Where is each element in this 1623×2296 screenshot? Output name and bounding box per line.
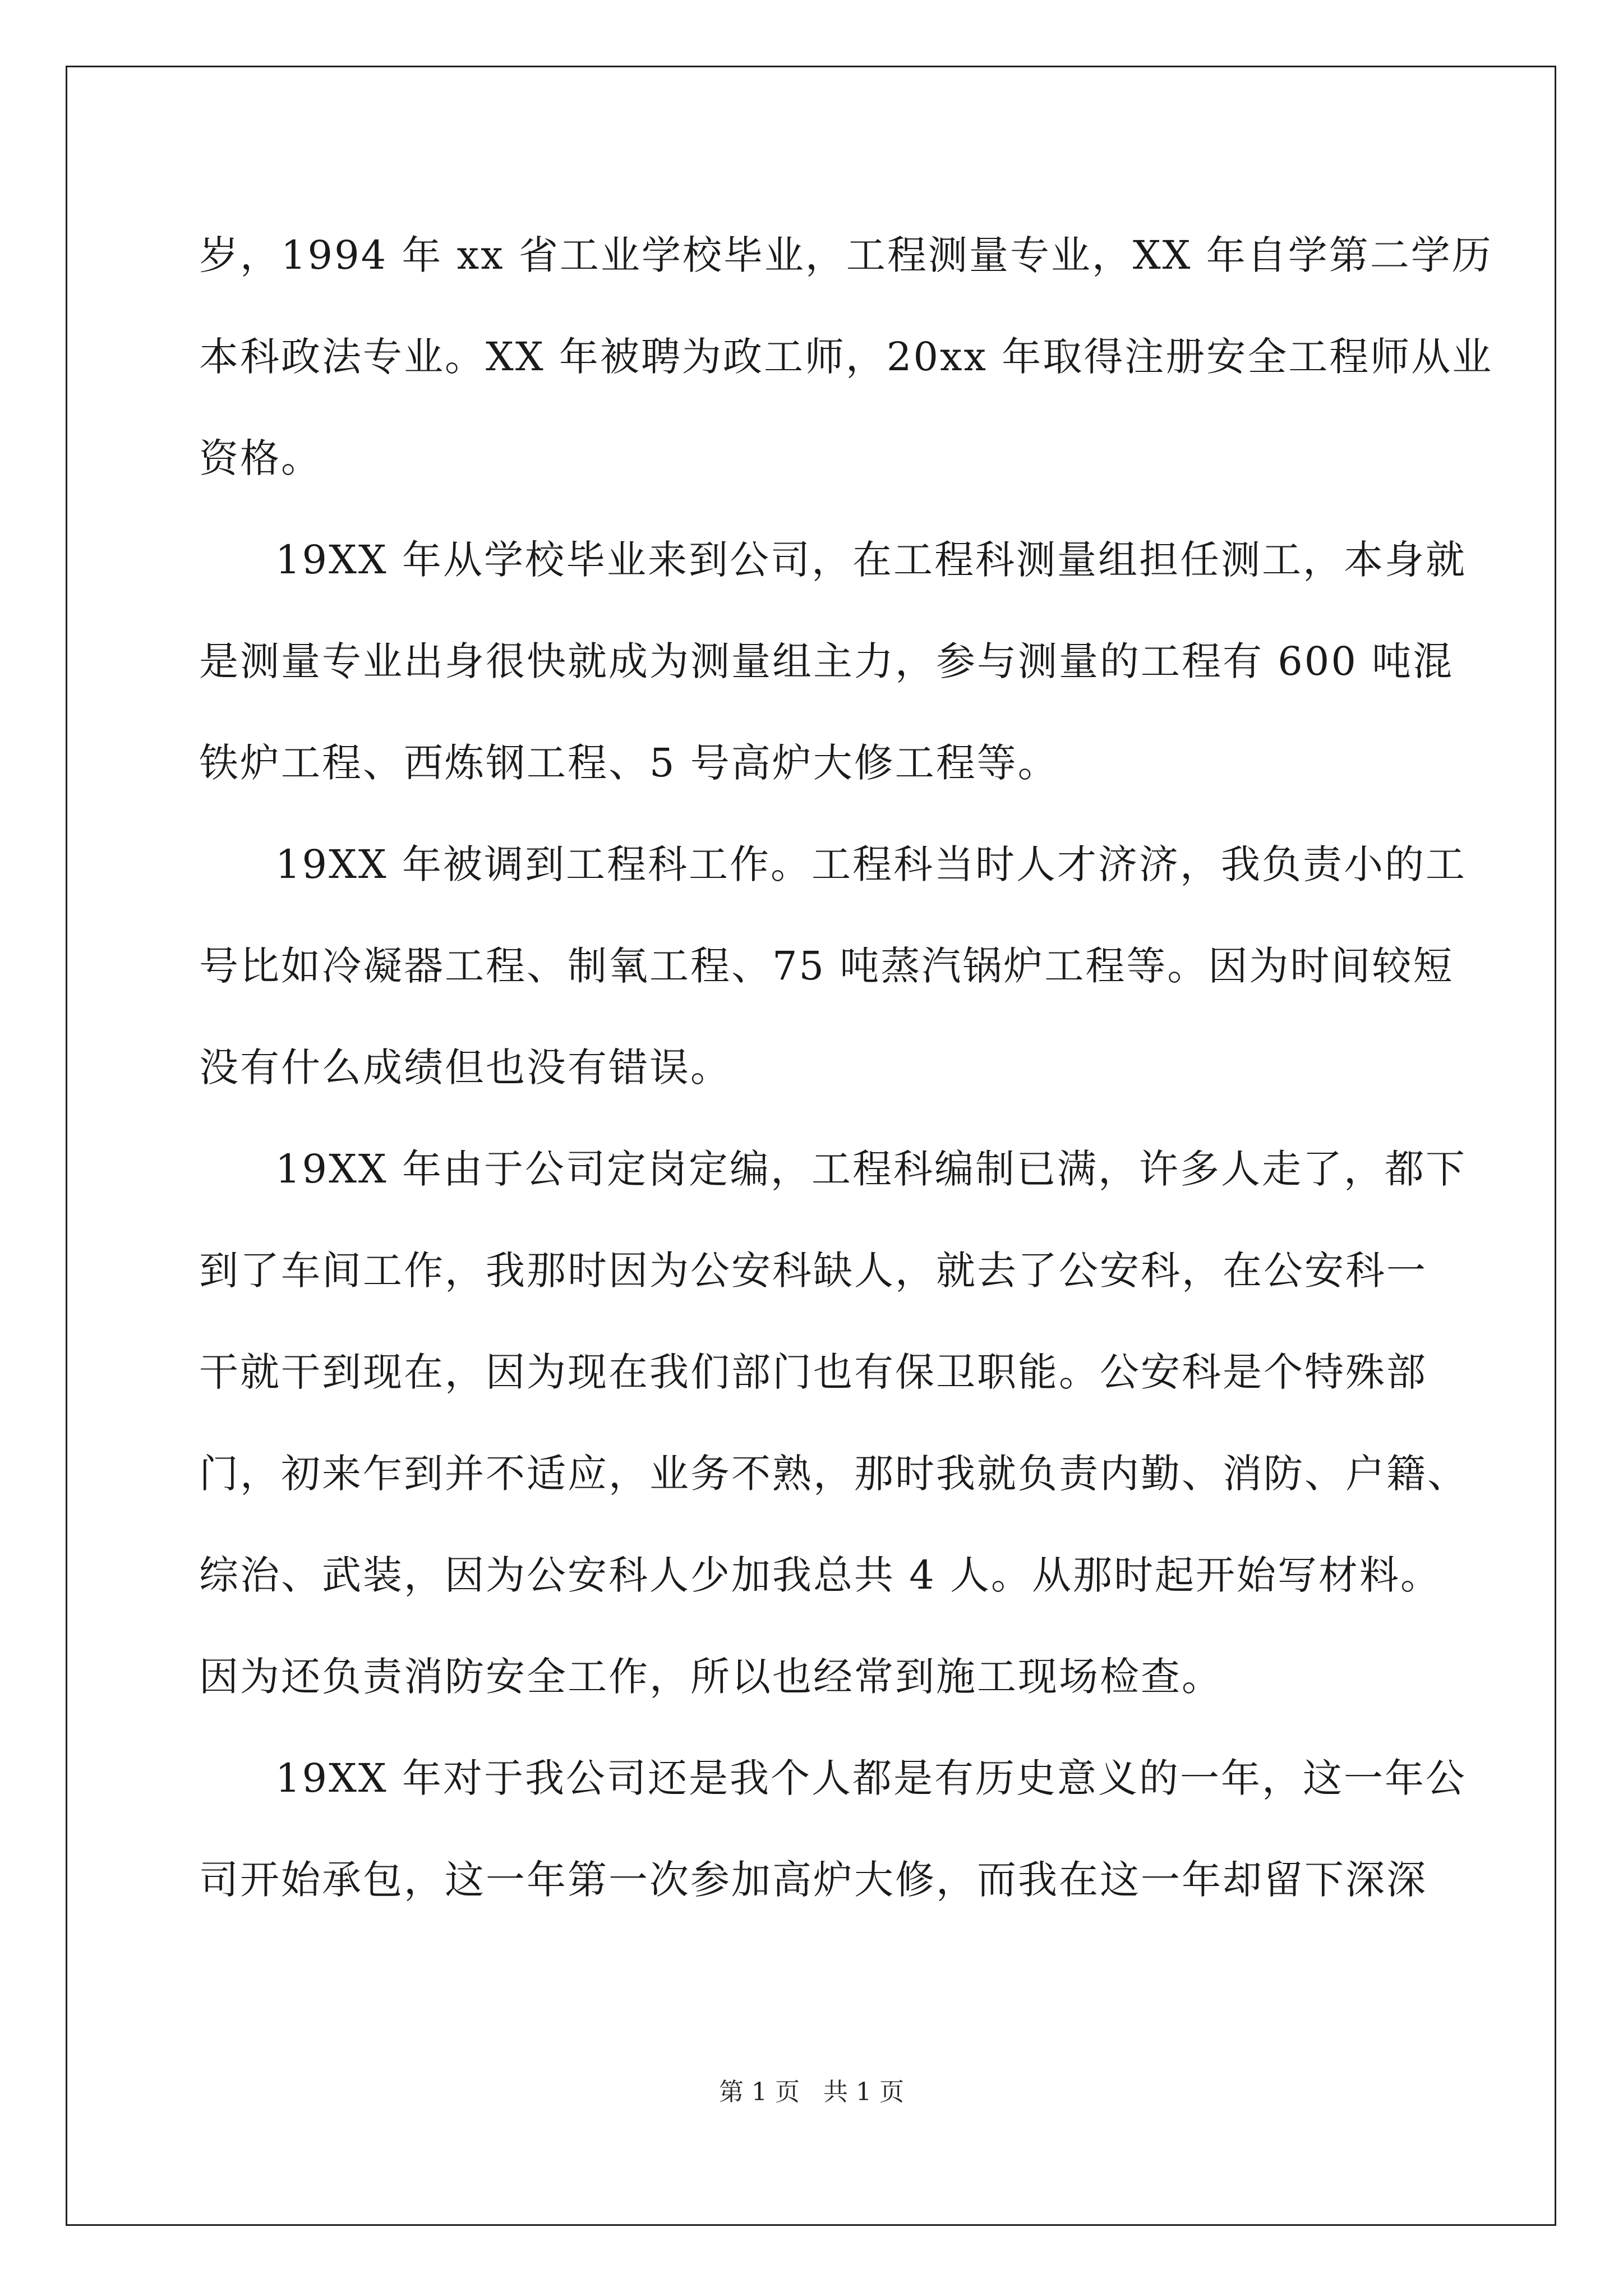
text-line: 19XX 年对于我公司还是我个人都是有历史意义的一年，这一年公 (275, 1755, 1467, 1801)
text-line: 到了车间工作，我那时因为公安科缺人，就去了公安科，在公安科一 (199, 1248, 1427, 1294)
paragraph (199, 1728, 1469, 1931)
text-line: 门，初来乍到并不适应，业务不熟，那时我就负责内勤、消防、户籍、 (199, 1451, 1468, 1497)
text-line: 因为还负责消防安全工作，所以也经常到施工现场检查。 (199, 1654, 1223, 1700)
text-line: 没有什么成绩但也没有错误。 (199, 1045, 731, 1091)
text-line: 19XX 年被调到工程科工作。工程科当时人才济济，我负责小的工 (275, 841, 1467, 887)
text-line: 是测量专业出身很快就成为测量组主力，参与测量的工程有 600 吨混 (199, 638, 1454, 684)
text-line: 综治、武装，因为公安科人少加我总共 4 人。从那时起开始写材料。 (199, 1552, 1442, 1598)
paragraph (199, 205, 1493, 509)
text-line: 干就干到现在，因为现在我们部门也有保卫职能。公安科是个特殊部 (199, 1349, 1427, 1395)
text-line: 19XX 年由于公司定岗定编，工程科编制已满，许多人走了，都下 (275, 1146, 1467, 1192)
text-line: 岁，1994 年 xx 省工业学校毕业，工程测量专业，XX 年自学第二学历 (199, 232, 1493, 278)
document-body (199, 205, 1493, 1931)
paragraph (199, 1119, 1469, 1728)
paragraph (199, 509, 1469, 814)
text-line: 铁炉工程、西炼钢工程、5 号高炉大修工程等。 (199, 740, 1059, 786)
page-footer: 第 1 页 共 1 页 (719, 2078, 904, 2106)
paragraph (199, 814, 1469, 1119)
text-line: 司开始承包，这一年第一次参加高炉大修，而我在这一年却留下深深 (199, 1857, 1427, 1903)
text-line: 本科政法专业。XX 年被聘为政工师，20xx 年取得注册安全工程师从业 (199, 334, 1493, 380)
text-line: 号比如冷凝器工程、制氧工程、75 吨蒸汽锅炉工程等。因为时间较短 (199, 943, 1454, 989)
text-line: 资格。 (199, 435, 322, 481)
text-line: 19XX 年从学校毕业来到公司，在工程科测量组担任测工，本身就 (275, 537, 1467, 583)
